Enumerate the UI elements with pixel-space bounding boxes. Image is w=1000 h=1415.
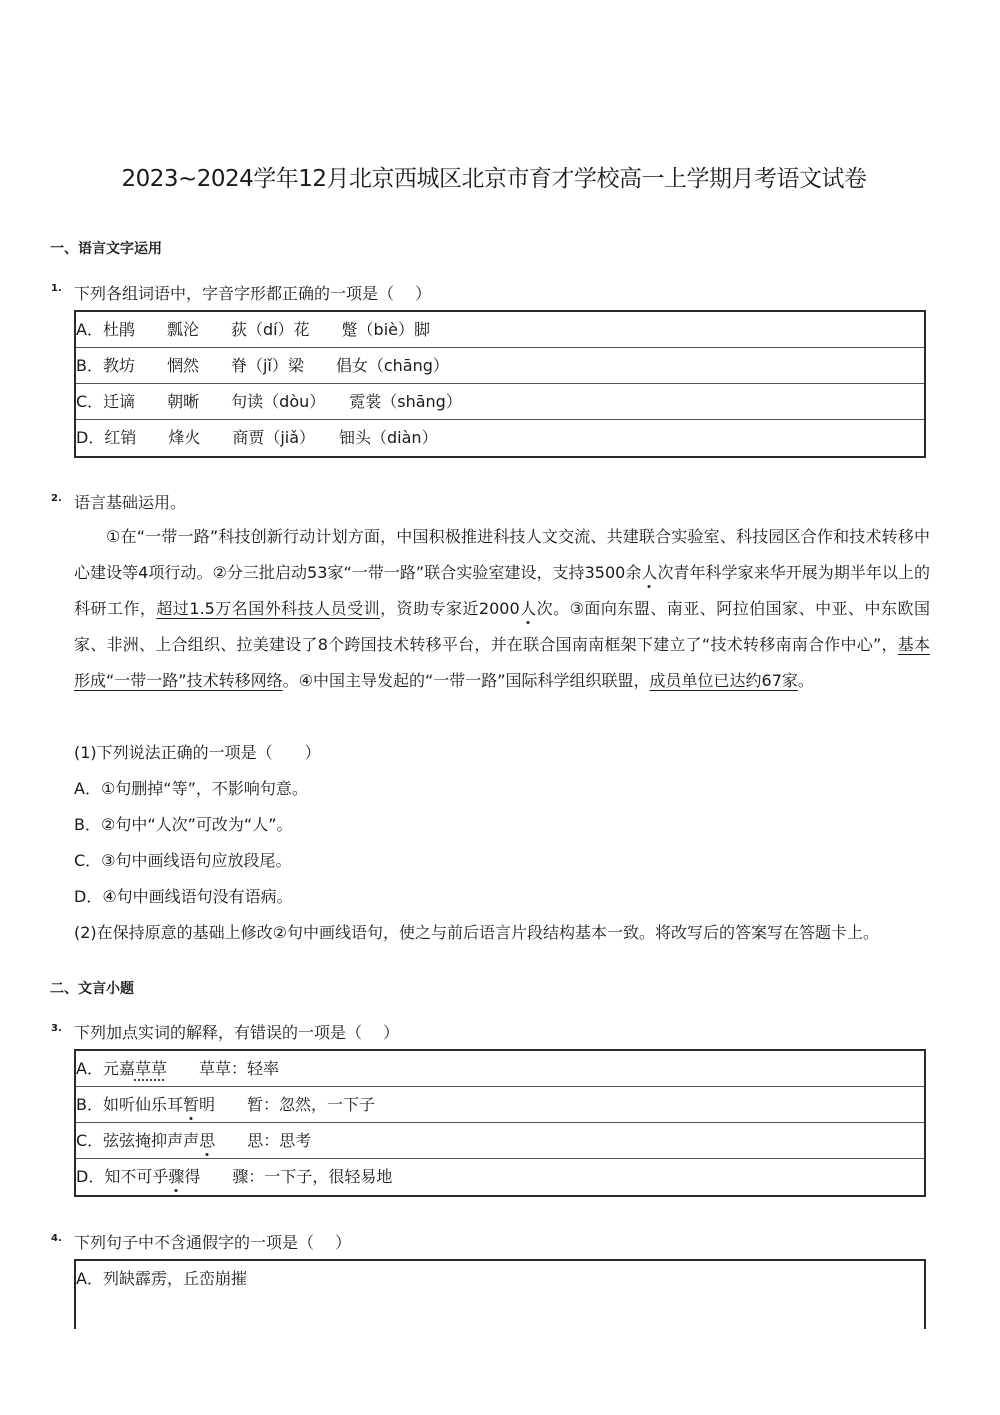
- option-text: D．知不可乎: [76, 1167, 169, 1186]
- question-number-3: 3.: [51, 1023, 62, 1034]
- sub-option-b[interactable]: B．②句中“人次”可改为“人”。: [74, 815, 293, 834]
- option-b[interactable]: [76, 1087, 924, 1123]
- dotted-word: 草草: [134, 1059, 167, 1078]
- options-table-q1: [74, 310, 926, 458]
- option-c[interactable]: C．迁谪 朝晰 句读（dòu） 霓裳（shāng）: [76, 384, 924, 420]
- option-text: B．如听仙乐耳: [76, 1095, 183, 1114]
- option-a[interactable]: A．列缺霹雳，丘峦崩摧: [76, 1269, 247, 1288]
- question-stem-3: 下列加点实词的解释，有错误的一项是（ ）: [74, 1023, 400, 1042]
- option-text: 得 骤：一下子，很轻易地: [184, 1167, 393, 1186]
- question-number-2: 2.: [51, 493, 62, 504]
- option-c[interactable]: [76, 1123, 924, 1159]
- passage-text: ①在“一带一路”科技创新行动计划方面，中国积极推进科技人文交流、共建联合实验室、科技园区合作和技术转移中心建设等4项行动。②分三批启动53家“一带一路”联合实验室建设，支持3500余: [74, 527, 930, 582]
- dotted-char: 人: [641, 563, 658, 582]
- underlined-phrase-3: 成员单位已达约67家: [649, 671, 798, 690]
- sub-option-c[interactable]: C．③句中画线语句应放段尾。: [74, 851, 292, 870]
- option-text: 明 暂：忽然，一下子: [199, 1095, 376, 1114]
- option-text: C．弦弦掩抑声声: [76, 1131, 200, 1150]
- passage-text: 次。③面向东盟、南亚、阿拉伯国家、中亚、中东欧国家、非洲、上合组织、拉美建设了8个跨国技术转移平台，并在联合国南南框架下建立了“技术转移南南合作中心”，: [74, 599, 930, 654]
- option-b[interactable]: B．教坊 惘然 脊（jǐ）梁 倡女（chāng）: [76, 348, 924, 384]
- passage: [74, 519, 930, 699]
- sub-option-a[interactable]: A．①句删掉“等”，不影响句意。: [74, 779, 308, 798]
- option-d[interactable]: D．红销 烽火 商贾（jiǎ） 钿头（diàn）: [76, 428, 438, 447]
- option-a[interactable]: A．杜鹃 瓢沦 荻（dí）花 蹩（biè）脚: [76, 312, 924, 348]
- question-stem-2: 语言基础运用。: [74, 493, 187, 512]
- dotted-word: 骤: [168, 1167, 185, 1186]
- question-stem-1: 下列各组词语中，字音字形都正确的一项是（ ）: [74, 284, 432, 303]
- option-text: A．元嘉: [76, 1059, 135, 1078]
- sub-question-1: (1)下列说法正确的一项是（ ）: [74, 743, 321, 762]
- sub-option-d[interactable]: D．④句中画线语句没有语病。: [74, 887, 293, 906]
- sub-question-2: (2)在保持原意的基础上修改②句中画线语句，使之与前后语言片段结构基本一致。将改写后的答案写在答题卡上。: [74, 923, 880, 942]
- underlined-phrase-2: 基本形成“一带一路”技术转移网络: [74, 635, 930, 690]
- section-heading-1: 一、语言文字运用: [50, 241, 162, 257]
- options-table-q4: [74, 1259, 926, 1329]
- option-d[interactable]: [76, 1159, 924, 1195]
- dotted-char: 人: [519, 599, 537, 618]
- option-a[interactable]: [76, 1051, 924, 1087]
- option-text: 草草：轻率: [166, 1059, 279, 1078]
- option-text: 思：思考: [215, 1131, 312, 1150]
- question-stem-4: 下列句子中不含通假字的一项是（ ）: [74, 1233, 352, 1252]
- underlined-phrase-1: 超过1.5万名国外科技人员受训: [156, 599, 381, 618]
- passage-text: 。: [797, 671, 814, 690]
- dotted-word: 暂: [182, 1095, 199, 1114]
- question-number-4: 4.: [51, 1233, 62, 1244]
- section-heading-2: 二、文言小题: [50, 981, 134, 997]
- passage-text: 次青年科学家来华开展为期半年以上的科研工作，: [74, 563, 930, 618]
- options-table-q3: [74, 1049, 926, 1197]
- passage-text: 。④中国主导发起的“一带一路”国际科学组织联盟，: [282, 671, 650, 690]
- page-title: 2023~2024学年12月北京西城区北京市育才学校高一上学期月考语文试卷: [121, 166, 867, 192]
- dotted-word: 思: [199, 1131, 216, 1150]
- passage-text: ，资助专家近2000: [380, 599, 520, 618]
- question-number-1: 1.: [51, 283, 62, 294]
